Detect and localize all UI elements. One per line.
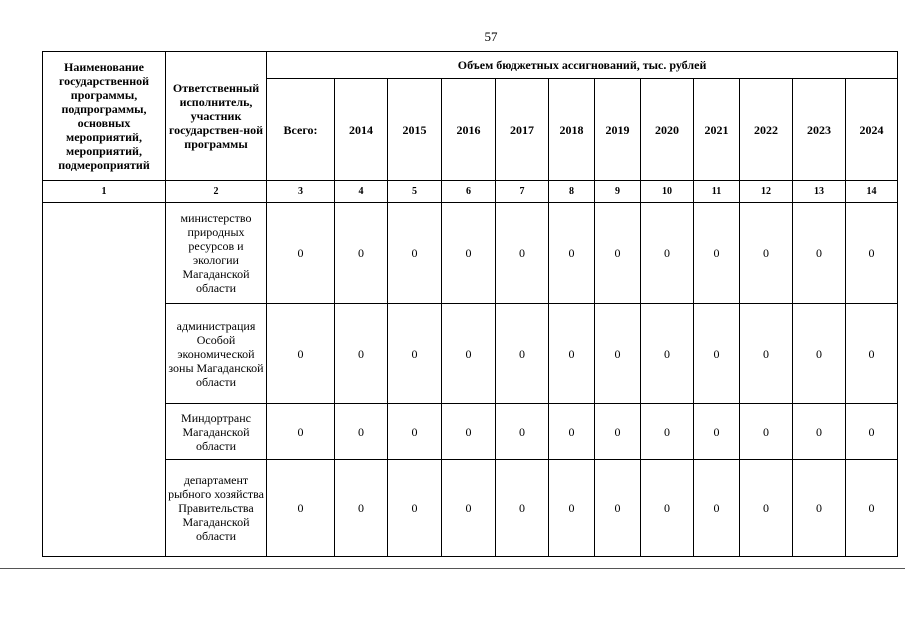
header-budget-group: Объем бюджетных ассигнований, тыс. рублей [267,52,898,79]
row-value: 0 [335,404,388,460]
row-value: 0 [641,304,694,404]
row-value: 0 [740,404,793,460]
row-value: 0 [442,203,496,304]
table-row [43,404,898,460]
row-executor: администрация Особой экономической зоны Магаданской области [166,304,267,404]
column-number: 9 [595,181,641,203]
row-value: 0 [549,404,595,460]
header-year: 2020 [641,79,694,181]
row-value: 0 [846,404,898,460]
row-value: 0 [442,404,496,460]
row-value: 0 [641,404,694,460]
row-value: 0 [641,460,694,557]
column-number: 6 [442,181,496,203]
row-value: 0 [793,203,846,304]
row-value: 0 [496,203,549,304]
row-value: 0 [846,304,898,404]
row-value: 0 [694,404,740,460]
row-value: 0 [595,203,641,304]
column-number: 3 [267,181,335,203]
row-value: 0 [549,460,595,557]
header-total: Всего: [267,79,335,181]
header-year: 2024 [846,79,898,181]
row-value: 0 [595,460,641,557]
header-year: 2022 [740,79,793,181]
row-value: 0 [496,404,549,460]
row-value: 0 [549,203,595,304]
row-executor: департамент рыбного хозяйства Правительства Магаданской области [166,460,267,557]
column-number: 10 [641,181,694,203]
row-value: 0 [793,460,846,557]
header-year: 2015 [388,79,442,181]
row-value: 0 [267,203,335,304]
column-number: 12 [740,181,793,203]
row-value: 0 [846,203,898,304]
header-name: Наименование государственной программы, подпрограммы, основных мероприятий, мероприятий, подмероприятий [43,52,166,181]
column-number: 5 [388,181,442,203]
row-value: 0 [267,404,335,460]
header-year: 2023 [793,79,846,181]
header-year: 2017 [496,79,549,181]
row-value: 0 [388,460,442,557]
row-value: 0 [388,203,442,304]
row-value: 0 [549,304,595,404]
row-value: 0 [694,460,740,557]
row-name-cell [43,203,166,557]
column-number: 13 [793,181,846,203]
row-value: 0 [335,304,388,404]
row-value: 0 [388,404,442,460]
column-number: 14 [846,181,898,203]
row-executor: Миндортранс Магаданской области [166,404,267,460]
row-value: 0 [846,460,898,557]
header-year: 2021 [694,79,740,181]
row-value: 0 [267,304,335,404]
row-value: 0 [595,404,641,460]
table-row [43,203,898,304]
row-value: 0 [442,460,496,557]
row-value: 0 [793,404,846,460]
row-value: 0 [388,304,442,404]
row-value: 0 [740,203,793,304]
header-executor: Ответственный исполнитель, участник государствен-ной программы [166,52,267,181]
column-number: 11 [694,181,740,203]
row-value: 0 [740,304,793,404]
row-value: 0 [793,304,846,404]
row-value: 0 [442,304,496,404]
row-value: 0 [335,460,388,557]
budget-table [42,51,898,557]
row-value: 0 [496,304,549,404]
header-row [43,52,898,79]
table-row [43,304,898,404]
scan-edge-line [0,568,905,569]
column-number-row [43,181,898,203]
row-value: 0 [694,203,740,304]
column-number: 2 [166,181,267,203]
column-number: 4 [335,181,388,203]
header-year: 2016 [442,79,496,181]
header-year: 2018 [549,79,595,181]
column-number: 1 [43,181,166,203]
row-value: 0 [496,460,549,557]
row-value: 0 [694,304,740,404]
table-row [43,460,898,557]
row-executor: министерство природных ресурсов и экологии Магаданской области [166,203,267,304]
row-value: 0 [267,460,335,557]
header-year: 2019 [595,79,641,181]
page-number: 57 [484,29,498,44]
row-value: 0 [595,304,641,404]
column-number: 7 [496,181,549,203]
row-value: 0 [641,203,694,304]
row-value: 0 [335,203,388,304]
column-number: 8 [549,181,595,203]
row-value: 0 [740,460,793,557]
header-year: 2014 [335,79,388,181]
